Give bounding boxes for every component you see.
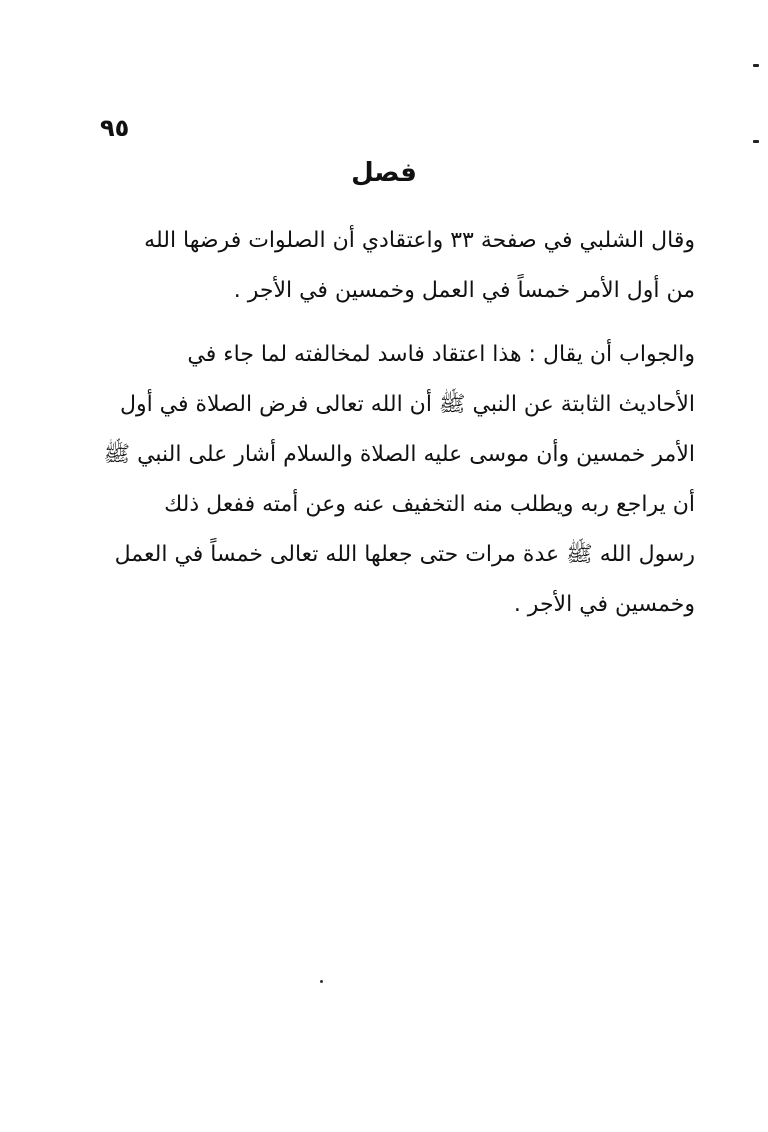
text-line: الأحاديث الثابتة عن النبي ﷺ أن الله تعالى فرض الصلاة في أول xyxy=(119,392,695,417)
paragraph-response xyxy=(99,330,695,630)
text-line: أن يراجع ربه ويطلب منه التخفيف عنه وعن أمته ففعل ذلك xyxy=(164,492,695,517)
section-heading: فصل xyxy=(351,158,417,188)
paragraph-claim xyxy=(99,216,695,316)
page-edge-mark xyxy=(753,140,759,143)
text-line: وقال الشلبي في صفحة ٣٣ واعتقادي أن الصلوات فرضها الله xyxy=(144,228,695,253)
text-line: والجواب أن يقال : هذا اعتقاد فاسد لمخالفته لما جاء في xyxy=(187,342,695,367)
scan-speck xyxy=(320,980,323,983)
page-edge-mark xyxy=(753,64,759,67)
text-line: رسول الله ﷺ عدة مرات حتى جعلها الله تعالى خمساً في العمل xyxy=(114,542,695,567)
text-line: من أول الأمر خمساً في العمل وخمسين في الأجر . xyxy=(233,278,695,303)
page-number: ٩٥ xyxy=(100,114,130,142)
text-line: الأمر خمسين وأن موسى عليه الصلاة والسلام أشار على النبي ﷺ xyxy=(103,442,695,467)
text-line: وخمسين في الأجر . xyxy=(513,592,695,617)
